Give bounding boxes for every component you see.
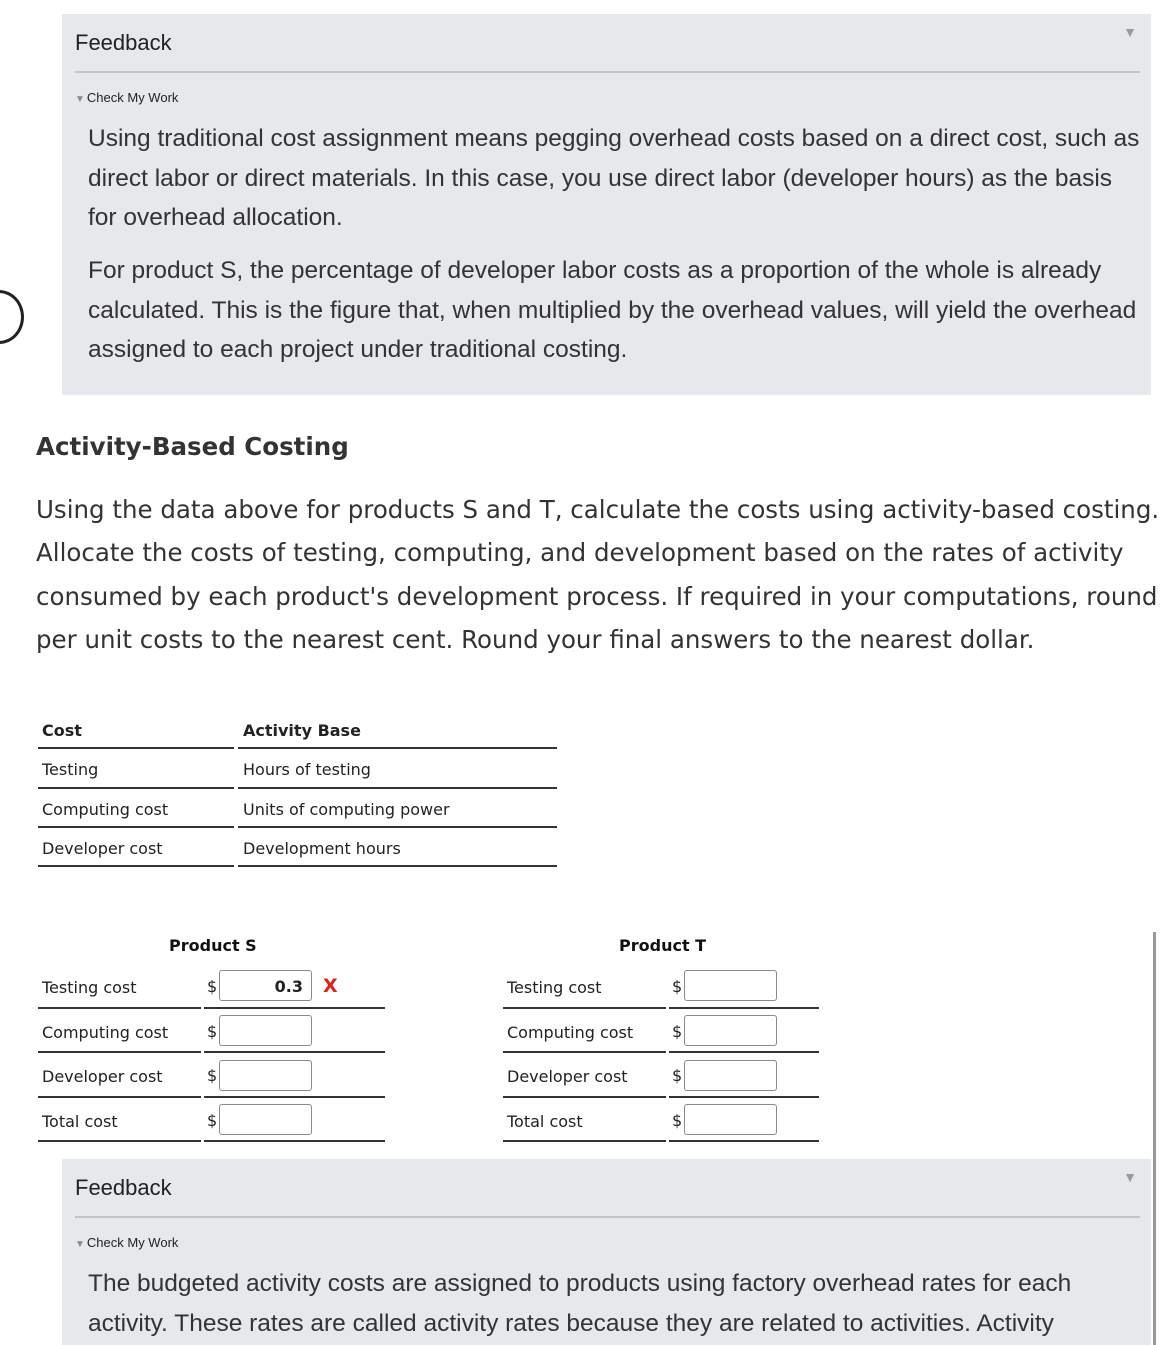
row-label: Testing cost (42, 978, 137, 997)
incorrect-x-icon: X (323, 975, 338, 997)
row-label: Developer cost (42, 1067, 163, 1086)
row-label: Total cost (507, 1112, 583, 1131)
product-s-testing-cost-input[interactable]: 0.3 (219, 970, 312, 1001)
section-instructions: Using the data above for products S and T, calculate the costs using activity-based costing. Allocate the costs of testing, computing, and development based on the rates of activity consumed by each product's development process. If required in your computations, round per unit costs to the nearest cent. Round your final answers to the nearest dollar. (36, 495, 1160, 654)
activity-base-cell: Units of computing power (243, 800, 450, 819)
feedback-divider (75, 71, 1140, 73)
cost-cell: Testing (42, 760, 99, 779)
product-t-title: Product T (619, 936, 707, 955)
cost-cell: Developer cost (42, 839, 163, 858)
row-rule (204, 1007, 385, 1009)
product-t-developer-cost-input[interactable] (684, 1060, 777, 1091)
table-rule (38, 747, 234, 749)
feedback-panel-bottom (62, 1159, 1151, 1345)
row-label: Computing cost (42, 1023, 169, 1042)
feedback-paragraph: The budgeted activity costs are assigned to products using factory overhead rates for each activity. These rates are called activity rates because they are related to activities. Activity (88, 1270, 1072, 1337)
collapse-triangle-icon[interactable]: ▼ (1123, 1169, 1137, 1185)
table-rule (38, 865, 234, 867)
currency-sign: $ (672, 977, 683, 996)
currency-sign: $ (672, 1066, 683, 1085)
product-t-computing-cost-input[interactable] (684, 1015, 777, 1046)
row-rule (204, 1140, 385, 1142)
currency-sign: $ (207, 1022, 218, 1041)
row-label: Total cost (42, 1112, 118, 1131)
row-rule (38, 1007, 201, 1009)
row-rule (38, 1140, 201, 1142)
row-rule (204, 1051, 385, 1053)
currency-sign: $ (207, 977, 218, 996)
check-my-work-toggle[interactable] (75, 1235, 178, 1250)
check-my-work-label: Check My Work (86, 1235, 179, 1250)
row-label: Testing cost (507, 978, 602, 997)
row-rule (503, 1051, 666, 1053)
feedback-divider (75, 1216, 1140, 1218)
row-label: Developer cost (507, 1067, 628, 1086)
table-rule (238, 826, 557, 828)
table-rule (38, 787, 234, 789)
product-t-total-cost-input[interactable] (684, 1104, 777, 1135)
product-s-total-cost-input[interactable] (219, 1104, 312, 1135)
row-rule (38, 1051, 201, 1053)
currency-sign: $ (207, 1111, 218, 1130)
table-rule (38, 826, 234, 828)
column-header-activity-base: Activity Base (243, 721, 361, 740)
product-s-developer-cost-input[interactable] (219, 1060, 312, 1091)
feedback-paragraph: Using traditional cost assignment means pegging overhead costs based on a direct cost, such as direct labor or direct materials. In this case, you use direct labor (developer hours) as the basis for overhead allocation. (88, 125, 1140, 231)
row-rule (38, 1096, 201, 1098)
row-rule (669, 1051, 819, 1053)
table-rule (238, 787, 557, 789)
section-heading: Activity-Based Costing (36, 432, 349, 461)
feedback-panel-top (62, 14, 1151, 395)
row-rule (503, 1096, 666, 1098)
collapse-triangle-icon[interactable]: ▼ (1123, 24, 1137, 40)
feedback-title: Feedback (75, 1175, 172, 1200)
row-rule (669, 1140, 819, 1142)
product-s-title: Product S (169, 936, 257, 955)
check-my-work-toggle[interactable] (75, 90, 178, 105)
row-rule (503, 1007, 666, 1009)
disclosure-triangle-icon: ▼ (75, 1239, 85, 1250)
activity-base-cell: Development hours (243, 839, 401, 858)
row-rule (204, 1096, 385, 1098)
row-rule (669, 1096, 819, 1098)
row-rule (669, 1007, 819, 1009)
product-t-testing-cost-input[interactable] (684, 970, 777, 1001)
check-my-work-label: Check My Work (86, 90, 179, 105)
row-label: Computing cost (507, 1023, 634, 1042)
currency-sign: $ (672, 1111, 683, 1130)
product-s-computing-cost-input[interactable] (219, 1015, 312, 1046)
currency-sign: $ (672, 1022, 683, 1041)
disclosure-triangle-icon: ▼ (75, 94, 85, 105)
activity-base-cell: Hours of testing (243, 760, 371, 779)
table-rule (238, 865, 557, 867)
side-navigation-button[interactable] (0, 290, 24, 344)
cost-cell: Computing cost (42, 800, 169, 819)
table-rule (238, 747, 557, 749)
scrollbar[interactable] (1153, 932, 1156, 1345)
currency-sign: $ (207, 1066, 218, 1085)
column-header-cost: Cost (42, 721, 82, 740)
row-rule (503, 1140, 666, 1142)
feedback-paragraph: For product S, the percentage of developer labor costs as a proportion of the whole is already calculated. This is the figure that, when multiplied by the overhead values, will yield the overhead assigned to each project under traditional costing. (88, 257, 1137, 363)
feedback-title: Feedback (75, 30, 172, 55)
